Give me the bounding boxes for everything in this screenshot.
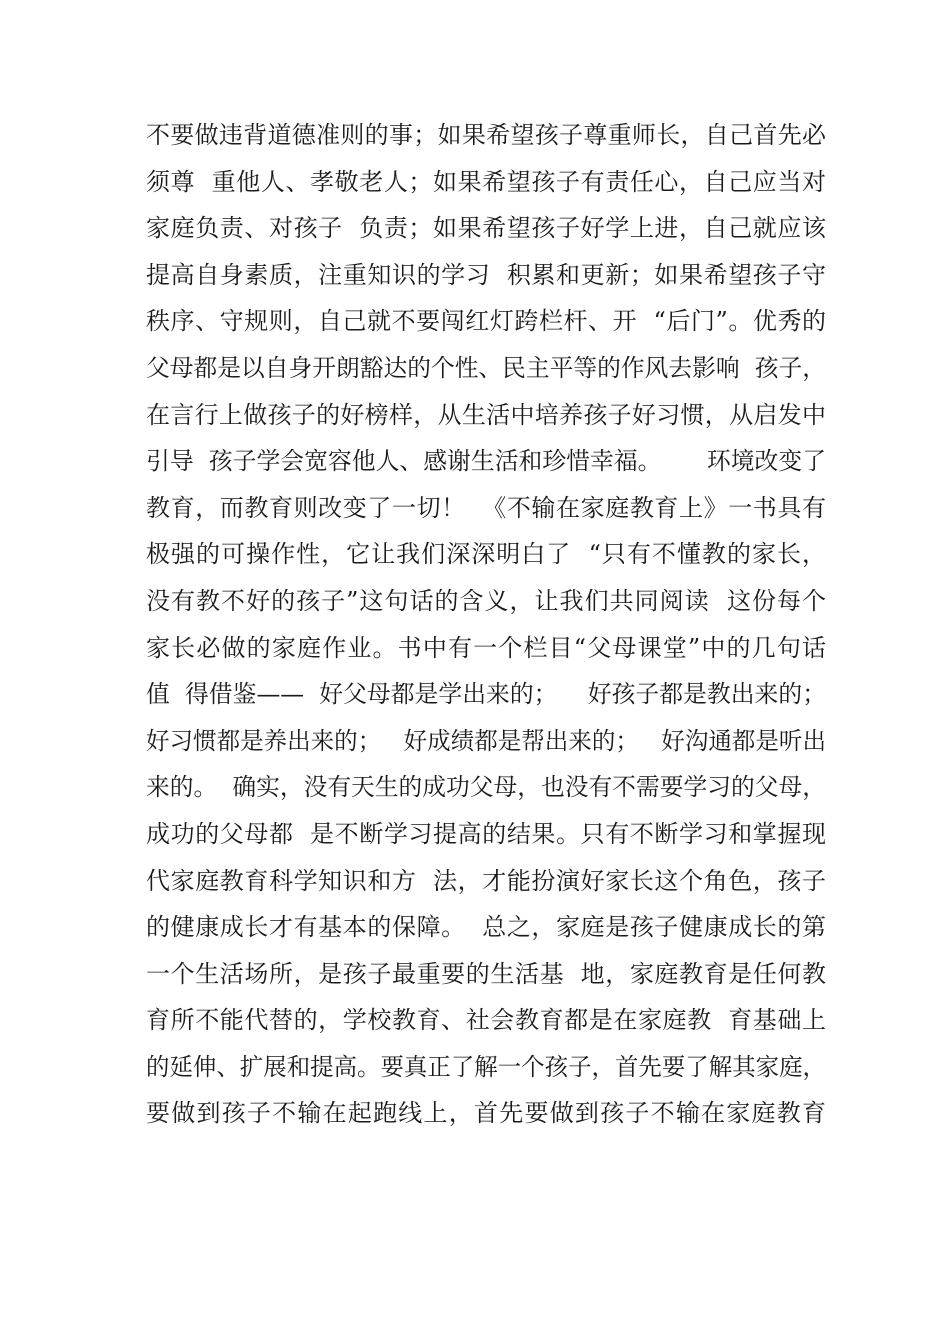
text-line: 代家庭教育科学知识和方 法，才能扮演好家长这个角色，孩子 <box>146 866 827 895</box>
text-line: 在言行上做孩子的好榜样，从生活中培养孩子好习惯，从启发中 <box>146 400 827 429</box>
text-line: 父母都是以自身开朗豁达的个性、民主平等的作风去影响 孩子， <box>146 353 826 382</box>
text-line: 好习惯都是养出来的； 好成绩都是帮出来的； 好沟通都是听出 <box>146 726 826 755</box>
text-line: 秩序、守规则，自己就不要闯红灯跨栏杆、开 “后门”。优秀的 <box>146 307 827 336</box>
text-line: 来的。 确实，没有天生的成功父母，也没有不需要学习的父母， <box>146 773 826 802</box>
text-line: 教育，而教育则改变了一切！ 《不输在家庭教育上》一书具有 <box>146 493 827 522</box>
text-line: 一个生活场所，是孩子最重要的生活基 地，家庭教育是任何教 <box>146 959 827 988</box>
text-line: 家长必做的家庭作业。书中有一个栏目“父母课堂”中的几句话 <box>146 633 828 662</box>
text-line: 家庭负责、对孩子 负责；如果希望孩子好学上进，自己就应该 <box>146 214 827 243</box>
text-line: 的健康成长才有基本的保障。 总之，家庭是孩子健康成长的第 <box>146 913 827 942</box>
text-line: 极强的可操作性，它让我们深深明白了 “只有不懂教的家长， <box>146 540 828 569</box>
body-text <box>146 112 826 1137</box>
text-line: 值 得借鉴—— 好父母都是学出来的； 好孩子都是教出来的； <box>146 680 827 709</box>
text-line: 要做到孩子不输在起跑线上，首先要做到孩子不输在家庭教育 <box>146 1099 828 1128</box>
text-line: 的延伸、扩展和提高。要真正了解一个孩子，首先要了解其家庭， <box>146 1052 826 1081</box>
text-line: 不要做违背道德准则的事；如果希望孩子尊重师长，自己首先必 <box>146 121 827 149</box>
text-line: 成功的父母都 是不断学习提高的结果。只有不断学习和掌握现 <box>146 819 827 848</box>
text-line: 提高自身素质，注重知识的学习 积累和更新；如果希望孩子守 <box>146 260 827 289</box>
text-line: 引导 孩子学会宽容他人、感谢生活和珍惜幸福。 环境改变了 <box>146 447 827 476</box>
text-line: 须尊 重他人、孝敬老人；如果希望孩子有责任心，自己应当对 <box>146 167 827 196</box>
text-line: 没有教不好的孩子”这句话的含义，让我们共同阅读 这份每个 <box>146 586 828 615</box>
text-line: 育所不能代替的，学校教育、社会教育都是在家庭教 育基础上 <box>146 1006 827 1035</box>
